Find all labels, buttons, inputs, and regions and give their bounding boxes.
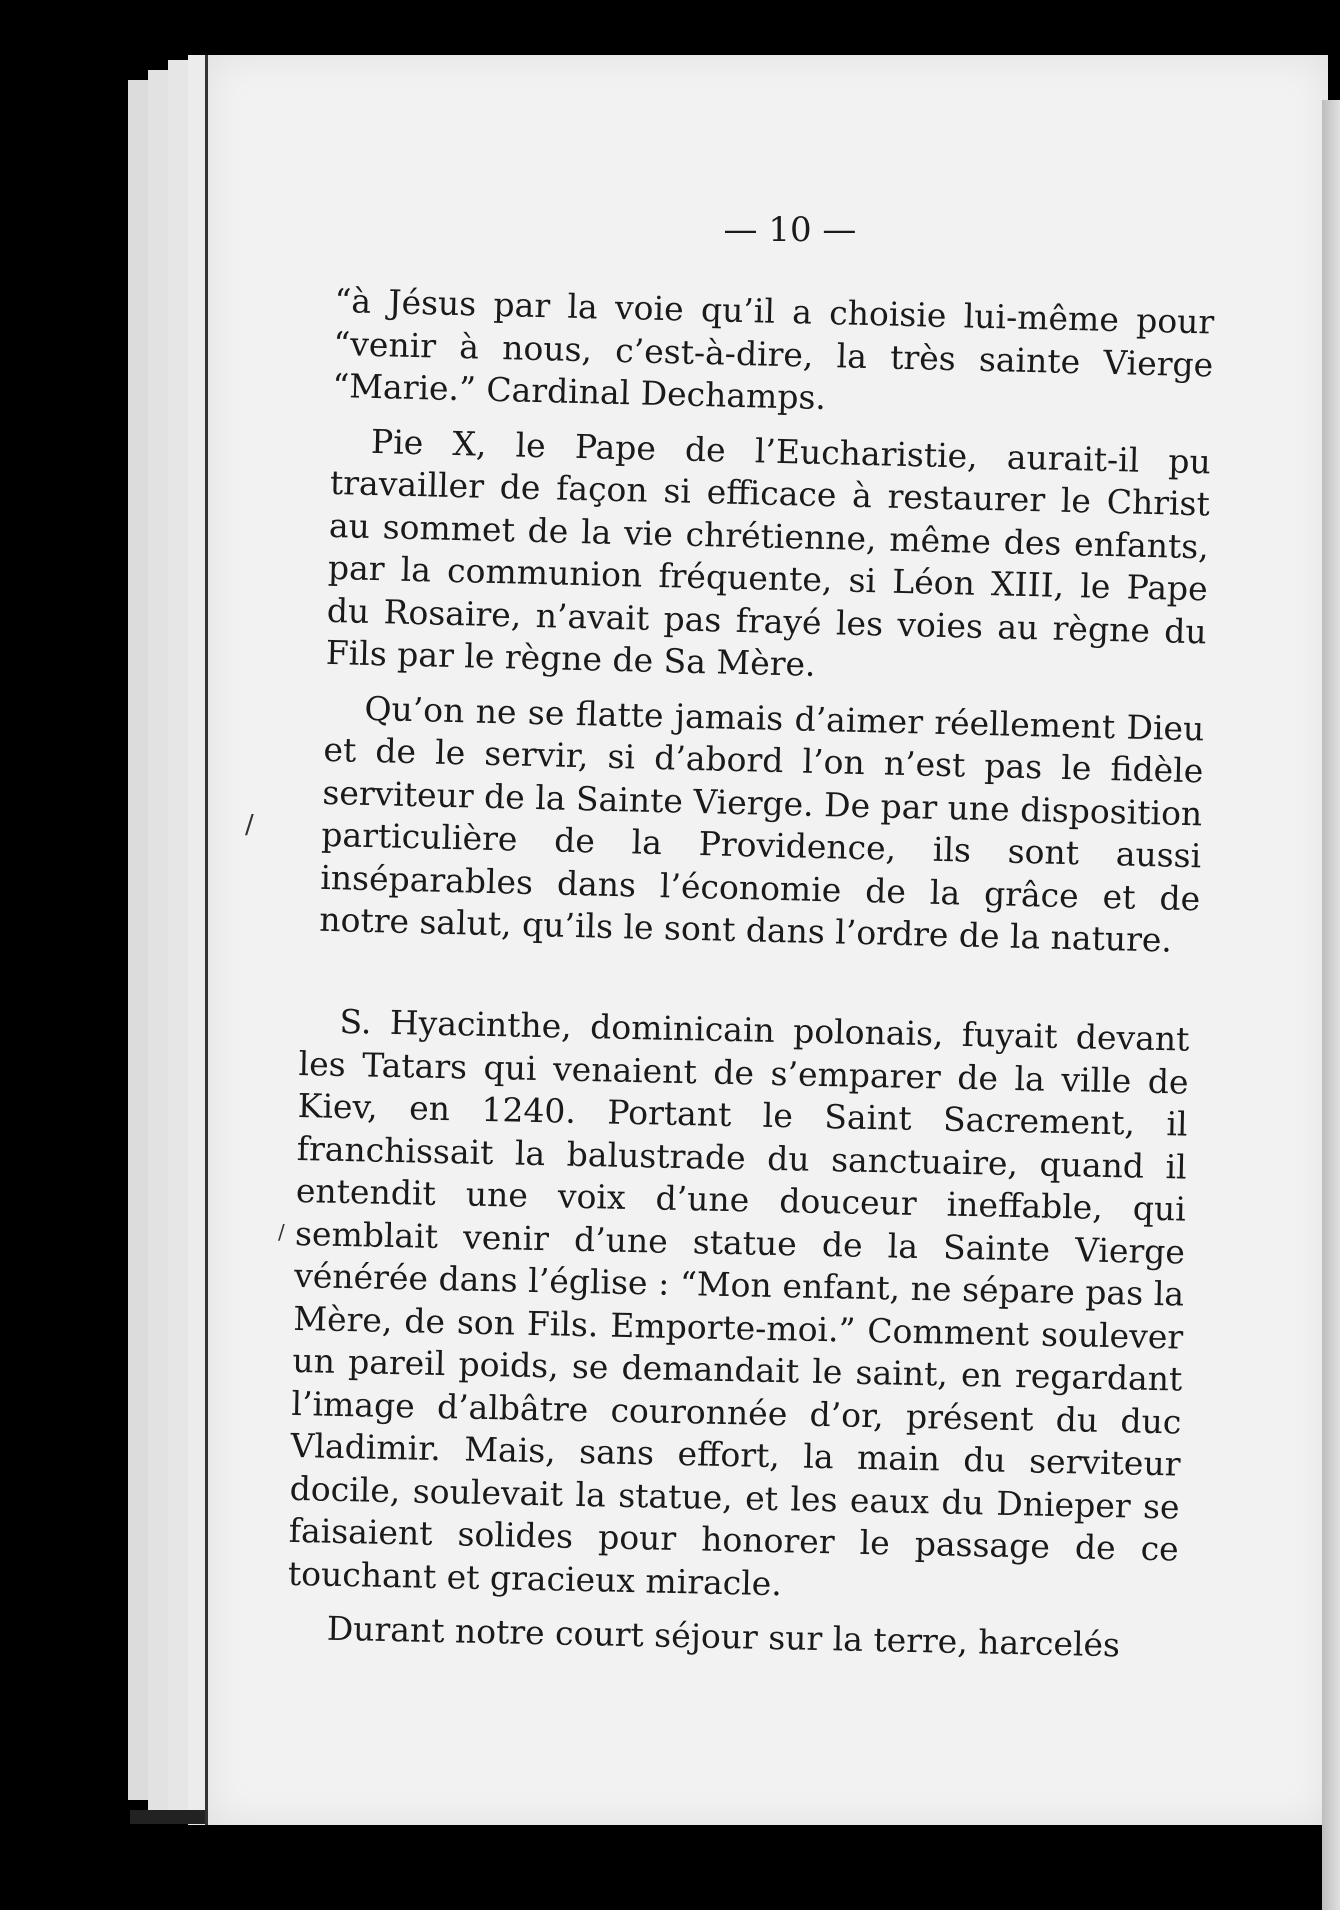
paragraph: Durant notre court séjour sur la terre, harcelés [326,1608,1121,1665]
page-right-edge [1322,100,1340,1910]
page-number: — 10 — [723,210,857,250]
paragraph: S. Hyacinthe, dominicain polonais, fuyait devant les Tatars qui venaient de s’emparer de la ville de Kiev, en 1240. Portant le Saint Sacrement, il franchissait la balustrade du sanctuaire, quand il entendit une voix d’une douceur ineffable, qui semblait venir d’une statue de la Sainte Vierge vénérée dans l’église : “Mon enfant, ne sépare pas la Mère, de son Fils. Emporte-moi.” Comment soulever un pareil poids, se demandait le saint, en regardant l’image d’albâtre couronnée d’or, présent du duc Vladimir. Mais, sans effort, la main du serviteur docile, soulevait la statue, et les eaux du Dnieper se faisaient solides pour honorer le passage de ce touchant et gracieux miracle. [287,1001,1190,1603]
margin-mark: / [245,810,254,840]
paragraph: “à Jésus par la voie qu’il a choisie lui-même pour “venir à nous, c’est-à-dire, la très sainte Vierge “Marie.” Cardinal Dechamps. [331,280,1215,418]
margin-mark: / [278,1220,285,1244]
paragraph: Qu’on ne se flatte jamais d’aimer réellement Dieu et de le servir, si d’abord l’on n’est pas le fidèle serviteur de la Sainte Vierge. De par une disposition particulière de la Providence, ils sont aussi inséparables dans l’économie de la grâce et de notre salut, qu’ils le sont dans l’ordre de la nature. [318,688,1205,960]
text-block-top [319,280,1215,975]
text-block-bottom [286,1000,1190,1680]
paragraph: Pie X, le Pape de l’Eucharistie, aurait-il pu travailler de façon si efficace à restaurer le Christ au sommet de la vie chrétienne, même des enfants, par la communion fréquente, si Léon XIII, le Pape du Rosaire, n’avait pas frayé les voies au règne du Fils par le règne de Sa Mère. [325,421,1212,684]
